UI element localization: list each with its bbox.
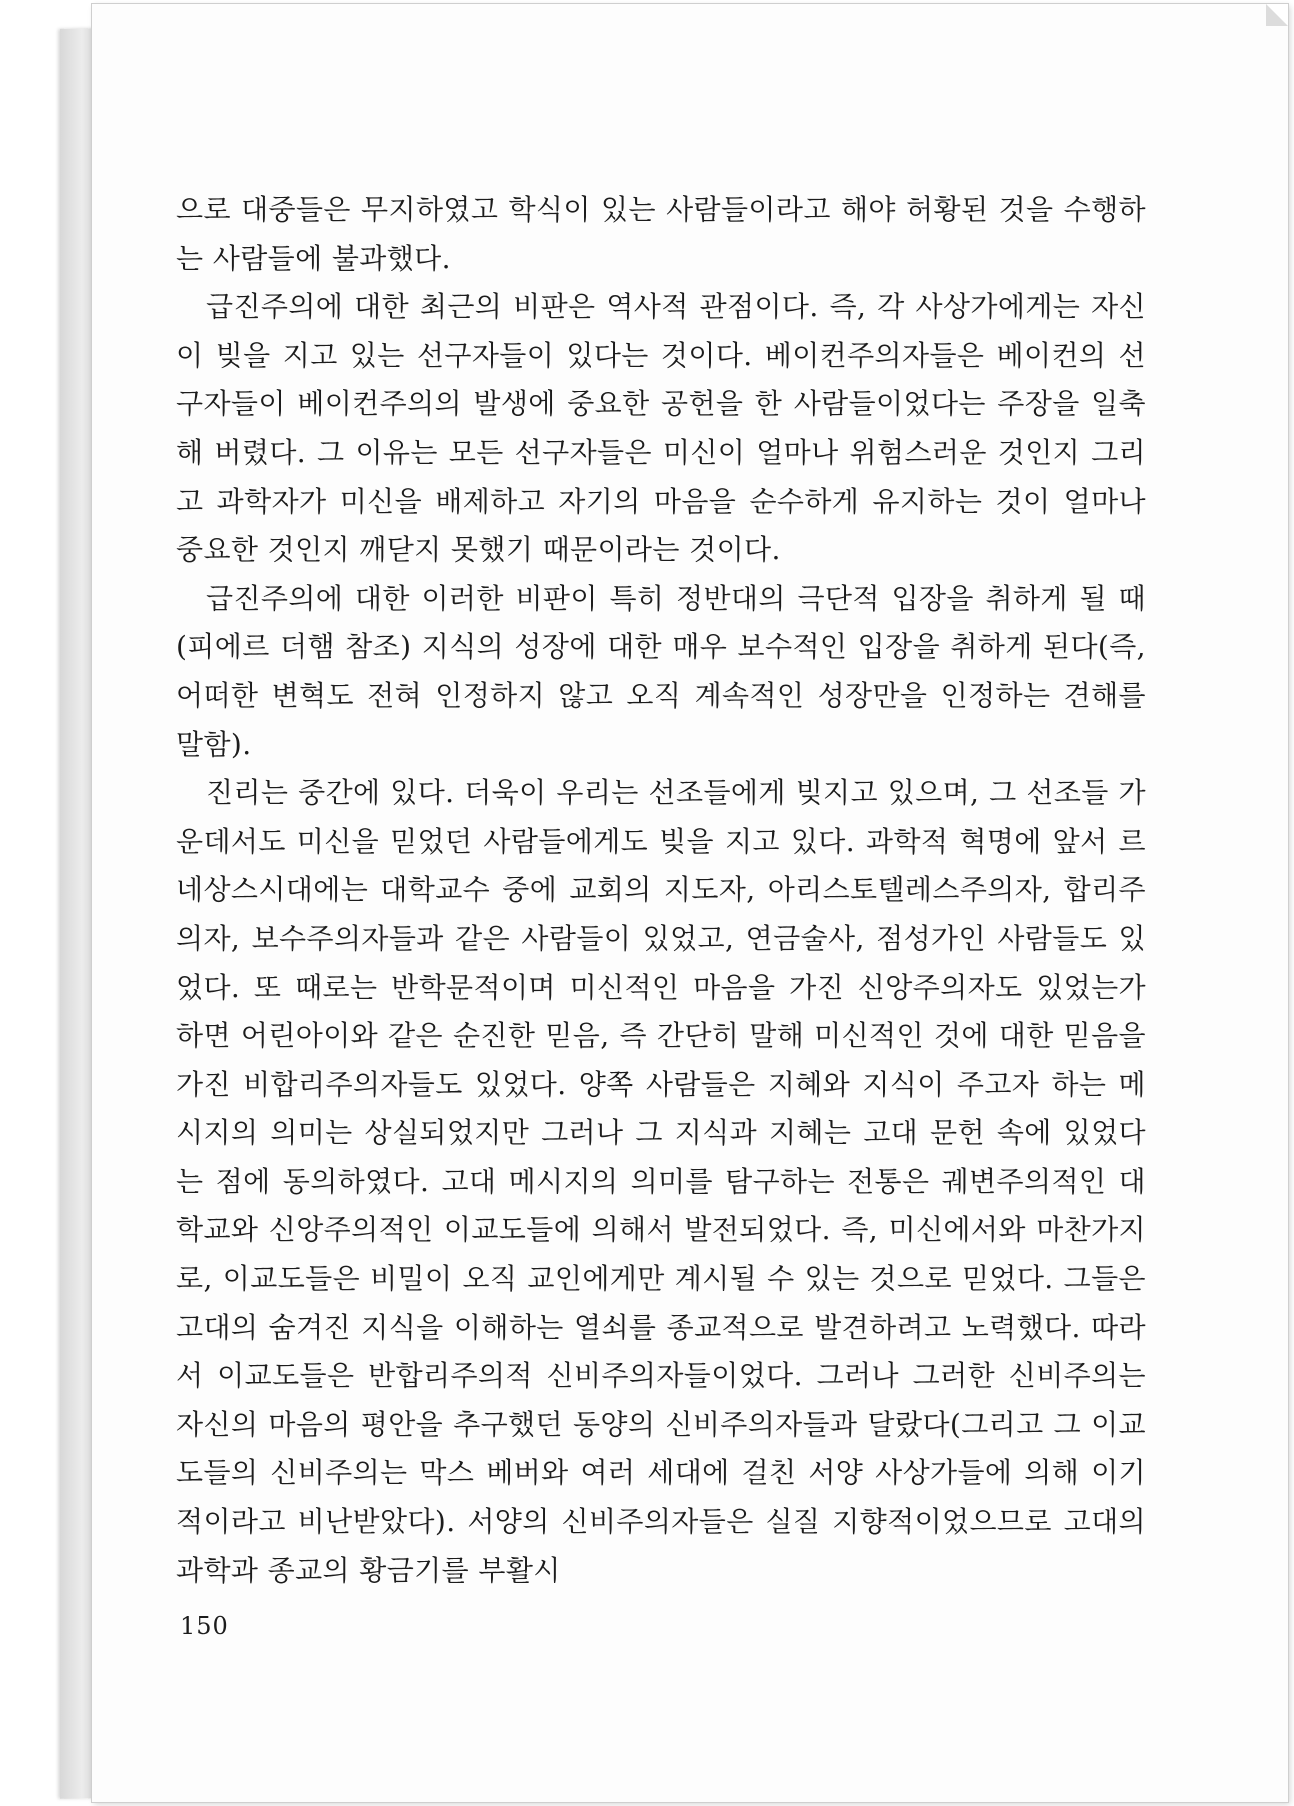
paragraph-2: 급진주의에 대한 최근의 비판은 역사적 관점이다. 즉, 각 사상가에게는 자신이 빚을 지고 있는 선구자들이 있다는 것이다. 베이컨주의자들은 베이컨의 선구자들이 베이컨주의의 발생에 중요한 공헌을 한 사람들이었다는 주장을 일축해 버렸다. 그 이유는 모든 선구자들은 미신이 얼마나 위험스러운 것인지 그리고 과학자가 미신을 배제하고 자기의 마음을 순수하게 유지하는 것이 얼마나 중요한 것인지 깨닫지 못했기 때문이라는 것이다.	[176, 290, 1146, 567]
page-number: 150	[180, 1612, 229, 1640]
paragraph-4: 진리는 중간에 있다. 더욱이 우리는 선조들에게 빚지고 있으며, 그 선조들 가운데서도 미신을 믿었던 사람들에게도 빚을 지고 있다. 과학적 혁명에 앞서 르네상스시대에는 대학교수 중에 교회의 지도자, 아리스토텔레스주의자, 합리주의자, 보수주의자들과 같은 사람들이 있었고, 연금술사, 점성가인 사람들도 있었다. 또 때로는 반학문적이며 미신적인 마음을 가진 신앙주의자도 있었는가 하면 어린아이와 같은 순진한 믿음, 즉 간단히 말해 미신적인 것에 대한 믿음을 가진 비합리주의자들도 있었다. 양쪽 사람들은 지혜와 지식이 주고자 하는 메시지의 의미는 상실되었지만 그러나 그 지식과 지혜는 고대 문헌 속에 있었다는 점에 동의하였다. 고대 메시지의 의미를 탐구하는 전통은 궤변주의적인 대학교와 신앙주의적인 이교도들에 의해서 발전되었다. 즉, 미신에서와 마찬가지로, 이교도들은 비밀이 오직 교인에게만 계시될 수 있는 것으로 믿었다. 그들은 고대의 숨겨진 지식을 이해하는 열쇠를 종교적으로 발견하려고 노력했다. 따라서 이교도들은 반합리주의적 신비주의자들이었다. 그러나 그러한 신비주의는 자신의 마음의 평안을 추구했던 동양의 신비주의자들과 달랐다(그리고 그 이교도들의 신비주의는 막스 베버와 여러 세대에 걸친 서양 사상가들에 의해 이기적이라고 비난받았다). 서양의 신비주의자들은 실질 지향적이었으므로 고대의 과학과 종교의 황금기를 부활시	[176, 776, 1146, 1587]
body-text	[176, 186, 1146, 1595]
page-corner	[1266, 4, 1288, 26]
paragraph-1: 으로 대중들은 무지하였고 학식이 있는 사람들이라고 해야 허황된 것을 수행하는 사람들에 불과했다.	[176, 193, 1146, 275]
paragraph-3: 급진주의에 대한 이러한 비판이 특히 정반대의 극단적 입장을 취하게 될 때(피에르 더햄 참조) 지식의 성장에 대한 매우 보수적인 입장을 취하게 된다(즉, 어떠한 변혁도 전혀 인정하지 않고 오직 계속적인 성장만을 인정하는 견해를 말함).	[176, 581, 1146, 761]
